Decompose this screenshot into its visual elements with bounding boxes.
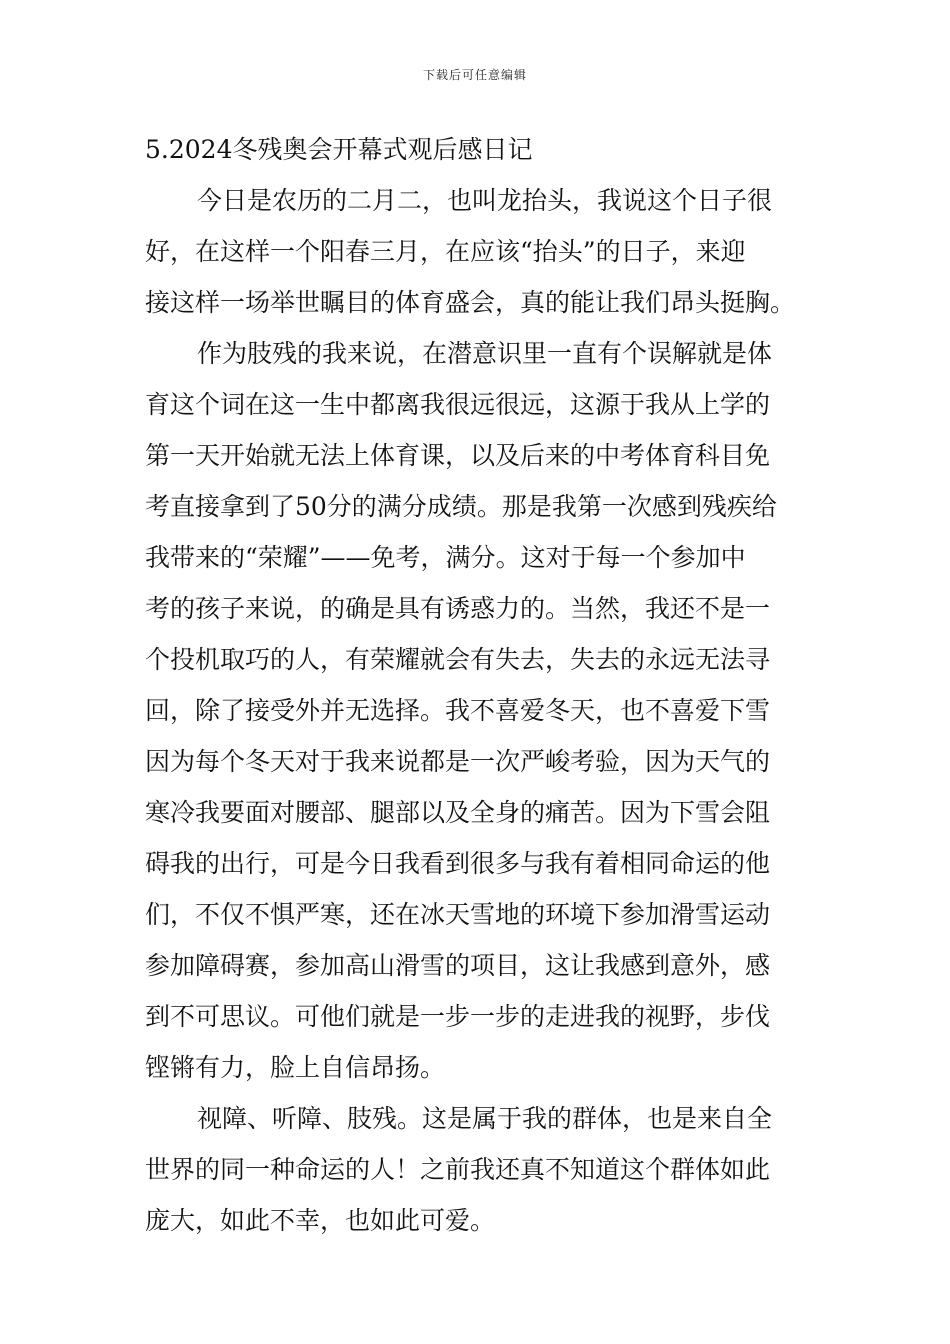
document-title: 5.2024冬残奥会开幕式观后感日记 bbox=[145, 135, 533, 164]
paragraph-line: 好，在这样一个阳春三月，在应该“抬头”的日子，来迎 bbox=[145, 237, 746, 266]
paragraph-line: 今日是农历的二月二，也叫龙抬头，我说这个日子很 bbox=[197, 186, 773, 215]
paragraph-line: 回，除了接受外并无选择。我不喜爱冬天，也不喜爱下雪 bbox=[145, 696, 771, 725]
paragraph-line: 世界的同一种命运的人！之前我还真不知道这个群体如此 bbox=[145, 1155, 771, 1184]
paragraph-3 bbox=[145, 1093, 809, 1246]
paragraph-line: 们，不仅不惧严寒，还在冰天雪地的环境下参加滑雪运动 bbox=[145, 900, 771, 929]
paragraph-line: 我带来的“荣耀”——免考，满分。这对于每一个参加中 bbox=[145, 543, 746, 572]
paragraph-2 bbox=[145, 328, 809, 1093]
paragraph-line: 考直接拿到了50分的满分成绩。那是我第一次感到残疾给 bbox=[145, 492, 777, 521]
paragraph-line: 碍我的出行，可是今日我看到很多与我有着相同命运的他 bbox=[145, 849, 771, 878]
paragraph-line: 参加障碍赛，参加高山滑雪的项目，这让我感到意外，感 bbox=[145, 951, 771, 980]
paragraph-line: 庞大，如此不幸，也如此可爱。 bbox=[145, 1206, 496, 1235]
paragraph-line: 寒冷我要面对腰部、腿部以及全身的痛苦。因为下雪会阻 bbox=[145, 798, 771, 827]
paragraph-line: 铿锵有力，脸上自信昂扬。 bbox=[145, 1053, 446, 1082]
paragraph-line: 接这样一场举世瞩目的体育盛会，真的能让我们昂头挺胸。 bbox=[145, 288, 796, 317]
paragraph-line: 因为每个冬天对于我来说都是一次严峻考验，因为天气的 bbox=[145, 747, 771, 776]
paragraph-line: 视障、听障、肢残。这是属于我的群体，也是来自全 bbox=[197, 1104, 773, 1133]
paragraph-line: 育这个词在这一生中都离我很远很远，这源于我从上学的 bbox=[145, 390, 771, 419]
paragraph-line: 个投机取巧的人，有荣耀就会有失去，失去的永远无法寻 bbox=[145, 645, 771, 674]
paragraph-line: 作为肢残的我来说，在潜意识里一直有个误解就是体 bbox=[197, 339, 773, 368]
paragraph-line: 第一天开始就无法上体育课，以及后来的中考体育科目免 bbox=[145, 441, 771, 470]
paragraph-line: 到不可思议。可他们就是一步一步的走进我的视野，步伐 bbox=[145, 1002, 771, 1031]
document-content bbox=[145, 124, 809, 1246]
paragraph-1 bbox=[145, 175, 809, 328]
paragraph-line: 考的孩子来说，的确是具有诱惑力的。当然，我还不是一 bbox=[145, 594, 771, 623]
header-note: 下载后可任意编辑 bbox=[422, 68, 527, 82]
